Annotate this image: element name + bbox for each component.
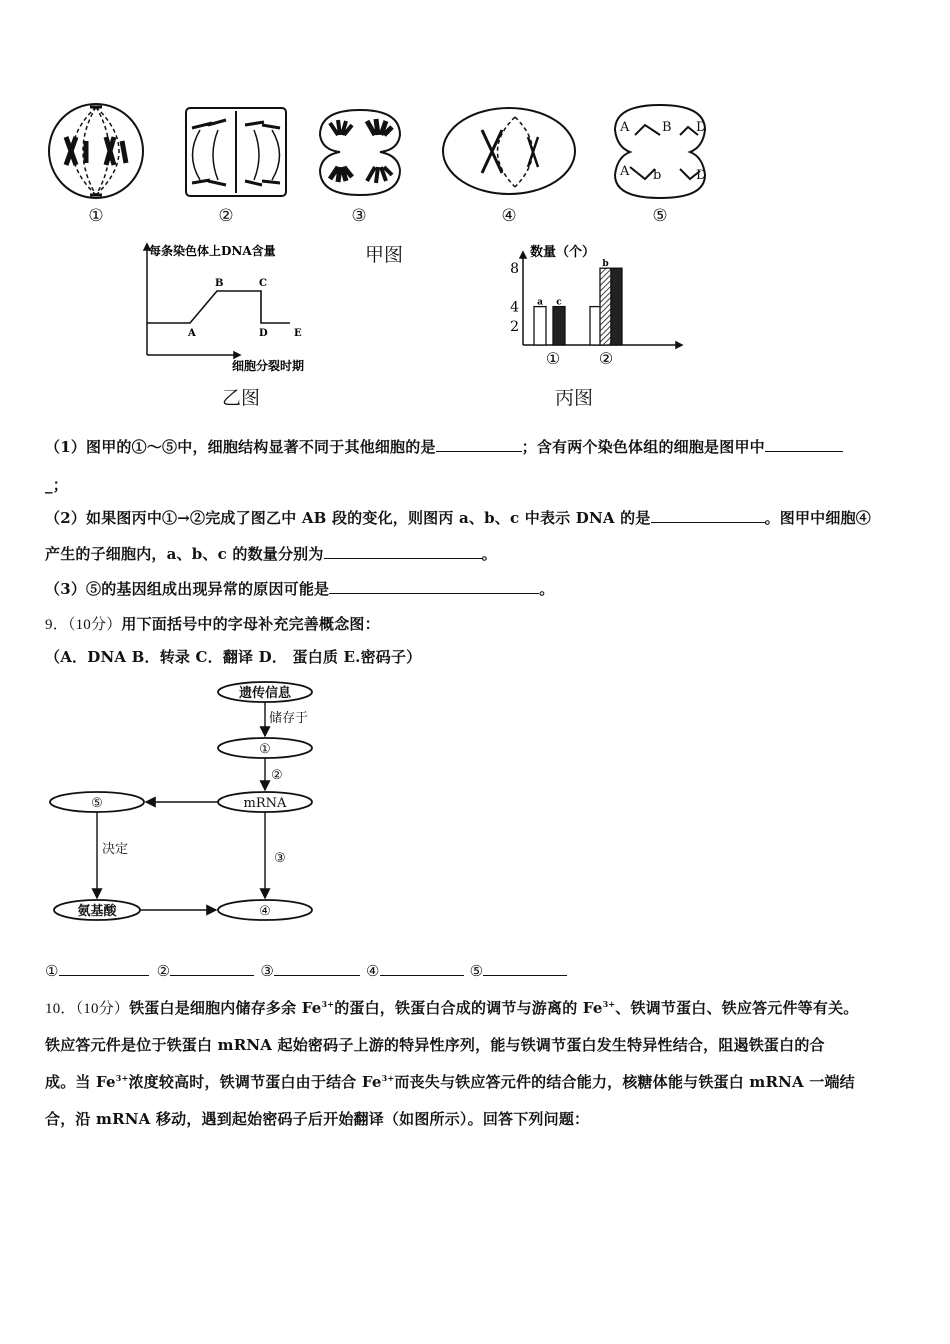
answer-blank[interactable]	[329, 579, 539, 594]
text: ；含有两个染色体组的细胞是图甲中	[521, 438, 765, 456]
y-tick-label: 8	[510, 261, 519, 278]
answer-label: ⑤	[469, 962, 484, 980]
q10-line2: 铁应答元件是位于铁蛋白 mRNA 起始密码子上游的特异性序列，能与铁调节蛋白发生特异性结合，阻遏铁蛋白的合	[45, 1036, 825, 1054]
node-label: ①	[259, 742, 271, 757]
y-axis-label: 每条染色体上DNA含量	[149, 244, 276, 258]
y-tick-label: 2	[510, 318, 519, 335]
point-label: B	[215, 278, 224, 289]
text: （2）如果图丙中①→②完成了图乙中 AB 段的变化，则图丙 a、b、c 中表示 DNA 的是	[45, 509, 651, 527]
gene-label: A	[620, 164, 630, 179]
category-label: ①	[545, 349, 561, 368]
question-number: 9．（10分）	[45, 617, 122, 633]
q10-line3	[45, 1071, 855, 1092]
q8-part1-line1	[45, 436, 843, 457]
bar-label: b	[602, 259, 609, 270]
cell-3-diagram	[320, 110, 400, 195]
figure-yi-caption: 乙图	[222, 387, 261, 409]
q8-part2-line2	[45, 543, 497, 564]
bar-label: c	[556, 297, 562, 308]
q8-part1-line2: _；	[45, 476, 68, 494]
text: 铁蛋白是细胞内储存多余 Fe	[129, 999, 322, 1017]
bar-b-2	[600, 268, 611, 345]
q9-stem	[45, 613, 380, 634]
gene-label: b	[653, 168, 662, 183]
point-label: C	[259, 278, 267, 289]
bar-c-2	[611, 268, 622, 345]
q9-options: （A．DNA B．转录 C．翻译 D． 蛋白质 E.密码子）	[45, 648, 422, 666]
superscript: 3+	[115, 1073, 129, 1083]
figure-yi-chart	[130, 238, 350, 378]
node-label: ⑤	[91, 796, 103, 811]
category-label: ②	[598, 349, 614, 368]
text: 用下面括号中的字母补充完善概念图：	[121, 615, 380, 633]
answer-blank[interactable]	[274, 961, 360, 976]
point-label: A	[188, 328, 196, 339]
q10-line4: 合，沿 mRNA 移动，遇到起始密码子后开始翻译（如图所示）。回答下列问题：	[45, 1110, 590, 1128]
text: （3）⑤的基因组成出现异常的原因可能是	[45, 580, 330, 598]
concept-map	[40, 675, 340, 935]
answer-label: ①	[45, 962, 59, 980]
text: 的蛋白，铁蛋白合成的调节与游离的 Fe	[334, 999, 603, 1017]
point-label: D	[259, 328, 268, 339]
superscript: 3+	[321, 999, 335, 1009]
cell-label: ③	[351, 206, 367, 226]
y-tick-label: 4	[510, 299, 519, 316]
text: （1）图甲的①～⑤中，细胞结构显著不同于其他细胞的是	[45, 438, 436, 456]
answer-blank[interactable]	[170, 961, 254, 976]
edge-label: 决定	[102, 842, 129, 857]
answer-blank[interactable]	[765, 437, 843, 452]
answer-blank[interactable]	[436, 437, 522, 452]
y-axis-label: 数量（个）	[530, 245, 596, 260]
gene-label: D	[696, 168, 707, 183]
gene-label: A	[620, 120, 630, 135]
q10-line1	[45, 997, 858, 1018]
superscript: 3+	[602, 999, 616, 1009]
text: 。	[481, 545, 497, 563]
edge-label: 储存于	[269, 711, 309, 726]
cell-label: ②	[218, 206, 234, 226]
answer-label: ④	[365, 962, 380, 980]
answer-blank[interactable]	[380, 961, 464, 976]
q8-part2-line1	[45, 507, 871, 528]
node-label: 氨基酸	[77, 904, 117, 919]
edge-label: ②	[271, 768, 283, 783]
bar-a-1	[534, 307, 546, 345]
bar-c-1	[553, 307, 565, 345]
figure-jia-caption: 甲图	[365, 244, 404, 266]
answer-blank[interactable]	[483, 961, 567, 976]
cell-4-diagram	[443, 108, 575, 194]
gene-label: B	[662, 120, 672, 135]
answer-blank[interactable]	[59, 961, 149, 976]
text: 浓度较高时，铁调节蛋白由于结合 Fe	[128, 1073, 382, 1091]
text: 。图甲中细胞④	[764, 509, 871, 527]
cell-2-diagram	[186, 108, 286, 196]
node-label: ④	[259, 904, 271, 919]
text: 、铁调节蛋白、铁应答元件等有关。	[615, 999, 859, 1017]
figure-bing-caption: 丙图	[555, 387, 594, 409]
answer-blank[interactable]	[651, 508, 765, 523]
figure-bing-chart	[500, 238, 690, 373]
x-axis-label: 细胞分裂时期	[232, 359, 305, 373]
q8-part3	[45, 578, 554, 599]
q9-answer-row	[45, 961, 567, 980]
node-label: 遗传信息	[238, 686, 292, 701]
text: 成。当 Fe	[45, 1073, 116, 1091]
gene-label: D	[696, 120, 707, 135]
superscript: 3+	[381, 1073, 395, 1083]
text: 而丧失与铁应答元件的结合能力，核糖体能与铁蛋白 mRNA 一端结	[394, 1073, 855, 1091]
node-label: mRNA	[243, 796, 287, 811]
cell-label: ①	[88, 206, 104, 226]
edge-label: ③	[274, 851, 286, 866]
figure-jia-cells	[40, 95, 730, 230]
cell-label: ⑤	[652, 206, 668, 226]
text: 产生的子细胞内，a、b、c 的数量分别为	[45, 545, 324, 563]
bar-a-2	[590, 307, 601, 345]
cell-5-diagram	[615, 105, 705, 198]
answer-label: ②	[156, 962, 171, 980]
cell-label: ④	[501, 206, 517, 226]
dna-content-line	[147, 291, 290, 323]
bar-label: a	[537, 297, 543, 308]
point-label: E	[294, 328, 302, 339]
cell-1-diagram	[49, 104, 143, 198]
question-number: 10．（10分）	[45, 1001, 130, 1017]
answer-blank[interactable]	[324, 544, 482, 559]
answer-label: ③	[260, 962, 274, 980]
text: 。	[539, 580, 555, 598]
